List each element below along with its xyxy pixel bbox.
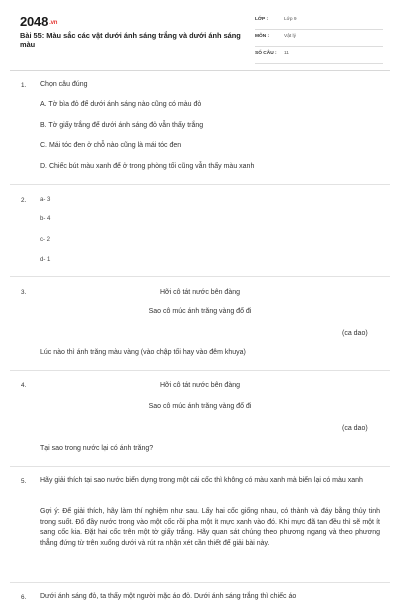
question-4-question: Tại sao trong nước lại có ánh trăng? <box>40 445 154 452</box>
question-1-option-b[interactable]: B. Tờ giấy trắng để dưới ánh sáng đỏ vẫn thấy trắng <box>40 122 204 129</box>
question-3-question: Lúc nào thì ánh trăng màu vàng (vào chập tối hay vào đêm khuya) <box>40 349 246 356</box>
question-6-number: 6. <box>21 594 27 601</box>
question-5-hint: Gợi ý: Để giải thích, hãy làm thí nghiệm như sau. Lấy hai cốc giống nhau, có thành và đáy bằng thủy tinh trong suốt. Đổ đầy nước trong vào một cốc rồi pha một ít mực xanh vào đó. Khi mực đã tan đều thì sẽ một ít sang cốc kia. Đặt hai cốc trên một tờ giấy trắng. Hãy quan sát chúng theo phương ngang và theo phương thẳng đứng từ trên xuống dưới và rút ra nhận xét cần thiết để giải bài này. <box>40 508 380 547</box>
question-2-number: 2. <box>21 197 27 204</box>
question-3-number: 3. <box>21 289 27 296</box>
question-2-option-b[interactable]: b- 4 <box>40 216 51 222</box>
question-1-number: 1. <box>21 82 27 89</box>
question-3-verse-2: Sao cô múc ánh trăng vàng đổ đi <box>148 308 252 315</box>
question-separator <box>10 582 390 583</box>
meta-subject: MÔN : Vật lý <box>255 32 383 47</box>
question-separator <box>10 184 390 185</box>
question-2-option-d[interactable]: d- 1 <box>40 257 51 263</box>
question-4-number: 4. <box>21 382 27 389</box>
question-3-verse-1: Hỡi cô tát nước bên đàng <box>159 289 241 296</box>
question-5-number: 5. <box>21 478 27 485</box>
question-1-option-a[interactable]: A. Tờ bìa đỏ để dưới ánh sáng nào cũng có màu đỏ <box>40 101 202 108</box>
question-4-verse-1: Hỡi cô tát nước bên đàng <box>159 382 241 389</box>
question-4-verse-2: Sao cô múc ánh trăng vàng đổ đi <box>148 403 252 410</box>
lesson-meta <box>255 15 383 66</box>
question-2-option-a[interactable]: a- 3 <box>40 197 51 203</box>
question-6-prompt: Dưới ánh sáng đỏ, ta thấy một người mặc áo đỏ. Dưới ánh sáng trắng thì chiếc áo <box>40 593 297 600</box>
question-separator <box>10 466 390 467</box>
meta-class: LỚP : Lớp 9 <box>255 15 383 30</box>
question-separator <box>10 370 390 371</box>
question-5-prompt: Hãy giải thích tại sao nước biển dựng trong một cái cốc thì không có màu xanh mà biển lại có màu xanh <box>40 477 363 484</box>
question-4-source: (ca dao) <box>342 425 368 432</box>
question-1-option-c[interactable]: C. Mái tóc đen ở chỗ nào cũng là mái tóc đen <box>40 142 182 149</box>
question-1-prompt: Chọn câu đúng <box>40 81 88 88</box>
meta-question-count: SỐ CÂU : 11 <box>255 49 383 64</box>
lesson-title: Bài 55: Màu sắc các vật dưới ánh sáng trắng và dưới ánh sáng màu <box>20 31 241 49</box>
question-2-option-c[interactable]: c- 2 <box>40 237 51 243</box>
site-logo[interactable]: 2048.vn <box>20 14 58 29</box>
question-separator <box>10 276 390 277</box>
page-header <box>0 0 400 64</box>
header-divider <box>10 70 390 71</box>
question-1-option-d[interactable]: D. Chiếc bút màu xanh để ở trong phòng tối cũng vẫn thấy màu xanh <box>40 163 255 170</box>
question-3-source: (ca dao) <box>342 330 368 337</box>
